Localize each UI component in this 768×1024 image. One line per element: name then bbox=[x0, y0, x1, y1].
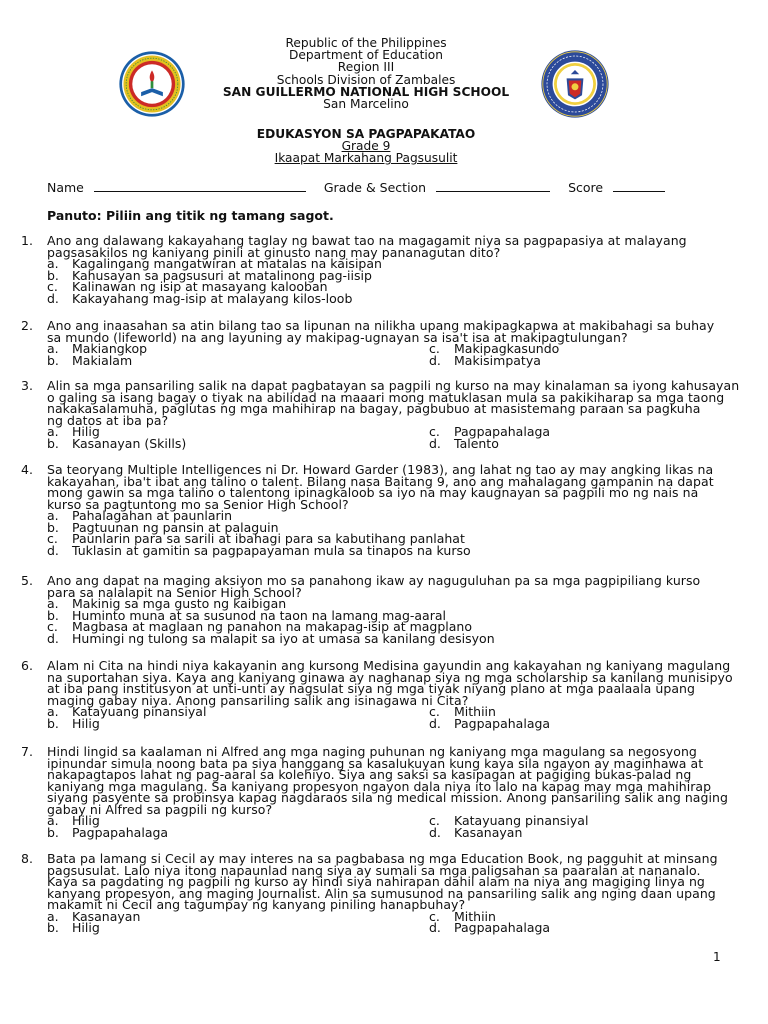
question-stem bbox=[47, 235, 733, 258]
option-text: Katayuang pinansiyal bbox=[454, 813, 589, 828]
answer-option[interactable] bbox=[47, 630, 495, 646]
option-letter: a. bbox=[47, 908, 59, 924]
question-stem-line: nakapagtapos lahat ng pag-aaral sa kolehiyo. Siya ang saksi sa kasipagan at pagiging bukas-palad ng bbox=[47, 767, 692, 782]
letterhead-country: Republic of the Philippines bbox=[285, 36, 447, 50]
question-number: 3. bbox=[21, 378, 33, 393]
option-letter: a. bbox=[47, 704, 59, 719]
option-text: Kasanayan bbox=[72, 908, 141, 924]
answer-option[interactable] bbox=[47, 824, 169, 840]
question-stem-line: Ano ang dalawang kakayahang taglay ng bawat tao na magagamit niya sa pagpapasiya at malayang bbox=[47, 233, 687, 248]
option-text: Pagpapahalaga bbox=[72, 824, 169, 840]
question-stem-line: Ano ang dapat na maging aksiyon mo sa panahong ikaw ay naguguluhan pa sa mga pagpipiliang kurso bbox=[47, 573, 701, 588]
question-stem-line: Bata pa lamang si Cecil ay may interes na sa pagbabasa ng mga Education Book, ng pagguhit at minsang bbox=[47, 851, 718, 866]
grade-section-label: Grade & Section bbox=[323, 180, 427, 195]
option-row bbox=[47, 908, 733, 924]
option-row bbox=[47, 715, 733, 731]
answer-option[interactable] bbox=[429, 824, 523, 840]
option-row bbox=[47, 630, 733, 646]
option-row bbox=[47, 352, 733, 368]
question-stem-line: Alin sa mga pansariling salik na dapat pagbatayan sa pagpili ng kurso na may kinalaman sa iyong kahusayan bbox=[47, 378, 740, 393]
option-text: Paunlarin para sa sarili at ibahagi para sa kabutihang panlahat bbox=[72, 531, 465, 546]
question-number: 1. bbox=[21, 233, 33, 248]
question-stem-line: kurso sa pagtuntong mo sa Senior High School? bbox=[47, 496, 349, 512]
option-row bbox=[47, 290, 733, 306]
question-stem-line: pagsasakilos ng kaniyang pinili at ginusto nang may pananagutan dito? bbox=[47, 244, 501, 260]
question-7 bbox=[21, 746, 733, 838]
option-letter: b. bbox=[47, 267, 59, 283]
option-text: Talento bbox=[454, 435, 499, 451]
option-text: Kahusayan sa pagsusuri at matalinong pag-iisip bbox=[72, 267, 372, 283]
option-text: Kagalingang mangatwiran at matalas na kaisipan bbox=[72, 256, 382, 271]
option-letter: a. bbox=[47, 341, 59, 356]
option-letter: c. bbox=[47, 619, 58, 634]
answer-options bbox=[47, 908, 733, 935]
option-text: Makiangkop bbox=[72, 341, 148, 356]
answer-option[interactable] bbox=[47, 715, 100, 731]
grade-section-blank[interactable] bbox=[436, 180, 550, 192]
question-stem-line: kaniyang mga magulang. Sa kaniyang propesyon ngayon dala niya ito lalo na kapag may mga mahihirap bbox=[47, 778, 712, 794]
name-label: Name bbox=[47, 180, 84, 195]
question-number: 2. bbox=[21, 318, 33, 333]
letterhead bbox=[0, 37, 732, 110]
option-text: Mithiin bbox=[454, 704, 496, 719]
question-stem-line: mong gawin sa mga talino o talentong ipinagkaloob sa iyo na may kaugnayan sa pagpili mo ng nais na bbox=[47, 485, 699, 500]
option-text: Pagpapahalaga bbox=[454, 920, 551, 935]
question-stem-line: siyang pasyente sa probinsya kapag nagdaraos sila ng medical mission. Anong pansariling salik ang naging bbox=[47, 790, 728, 805]
option-letter: a. bbox=[47, 424, 59, 439]
question-number: 4. bbox=[21, 462, 33, 477]
question-stem bbox=[47, 660, 733, 706]
student-info-row bbox=[47, 180, 665, 195]
option-text: Kasanayan (Skills) bbox=[72, 435, 187, 451]
option-text: Hilig bbox=[72, 715, 100, 731]
question-stem-line: o galing sa isang bagay o tiyak na abilidad na maaari mong matuklasan mula sa pakikiharap sa mga taong bbox=[47, 389, 725, 405]
question-stem-line: kakayahan, iba't ibat ang talino o talent. Bilang nasa Baitang 9, ano ang mahalagang gampanin na dapat bbox=[47, 473, 714, 489]
option-row bbox=[47, 824, 733, 840]
option-text: Kasanayan bbox=[454, 824, 523, 840]
answer-options bbox=[47, 258, 733, 304]
option-letter: c. bbox=[47, 531, 58, 546]
question-1 bbox=[21, 235, 733, 304]
option-letter: a. bbox=[47, 256, 59, 271]
question-stem-line: Ano ang inaasahan sa atin bilang tao sa lipunan na nilikha upang makipagkapwa at makibahagi sa buhay bbox=[47, 318, 715, 333]
option-letter: d. bbox=[429, 435, 441, 451]
option-letter: d. bbox=[429, 920, 441, 935]
option-letter: d. bbox=[47, 542, 59, 558]
name-blank[interactable] bbox=[94, 180, 306, 192]
letterhead-school: SAN GUILLERMO NATIONAL HIGH SCHOOL bbox=[222, 84, 510, 99]
question-stem bbox=[47, 853, 733, 911]
question-stem-line: nakakasalamuha, paglutas ng mga mahihirap na bagay, pagbubuo at masistemang paraan sa pagkuha bbox=[47, 401, 701, 416]
answer-option[interactable] bbox=[47, 706, 206, 718]
exam-grade: Grade 9 bbox=[341, 139, 391, 154]
exam-title-block bbox=[0, 128, 732, 165]
option-letter: a. bbox=[47, 508, 59, 523]
question-stem-line: Alam ni Cita na hindi niya kakayanin ang kursong Medisina gayundin ang kakayahan ng kaniyang magulang bbox=[47, 658, 731, 673]
question-number: 8. bbox=[21, 851, 33, 866]
answer-options bbox=[47, 343, 733, 366]
exam-subject: EDUKASYON SA PAGPAPAKATAO bbox=[256, 127, 476, 141]
question-number: 5. bbox=[21, 573, 33, 588]
answer-option[interactable] bbox=[429, 435, 499, 451]
option-letter: c. bbox=[47, 279, 58, 294]
question-stem-line: Hindi lingid sa kaalaman ni Alfred ang mga naging puhunan ng kaniyang mga magulang sa negosyong bbox=[47, 744, 697, 759]
answer-option[interactable] bbox=[47, 922, 100, 934]
answer-option[interactable] bbox=[429, 715, 551, 731]
option-letter: c. bbox=[429, 813, 440, 828]
option-letter: a. bbox=[47, 813, 59, 828]
option-letter: b. bbox=[47, 920, 59, 935]
page-number: 1 bbox=[713, 950, 721, 964]
letterhead-town: San Marcelino bbox=[323, 97, 409, 112]
option-text: Mithiin bbox=[454, 908, 496, 924]
question-number: 7. bbox=[21, 744, 33, 759]
question-stem bbox=[47, 746, 733, 815]
question-stem-line: kanyang propesyon, ang maging Journalist. Alin sa sumusunod na pansariling salik ang nging daan upang bbox=[47, 885, 716, 901]
question-stem bbox=[47, 378, 740, 428]
option-letter: b. bbox=[47, 824, 59, 840]
option-letter: b. bbox=[47, 715, 59, 731]
question-6 bbox=[21, 660, 733, 729]
question-4 bbox=[21, 464, 733, 556]
answer-option[interactable] bbox=[47, 352, 133, 368]
question-stem bbox=[47, 320, 733, 343]
exam-name: Ikaapat Markahang Pagsusulit bbox=[274, 151, 458, 166]
question-stem-line: na suportahan siya. Kaya ang kaniyang ginawa ay naghanap siya ng mga scholarship sa kanilang munisipyo bbox=[47, 669, 733, 685]
option-text: Katayuang pinansiyal bbox=[72, 704, 207, 719]
option-letter: b. bbox=[47, 519, 59, 535]
option-letter: c. bbox=[429, 341, 440, 356]
answer-options bbox=[47, 598, 733, 644]
option-letter: c. bbox=[429, 424, 440, 439]
answer-option[interactable] bbox=[47, 542, 471, 558]
answer-option[interactable] bbox=[47, 435, 187, 451]
option-text: Humingi ng tulong sa malapit sa iyo at umasa sa kanilang desisyon bbox=[72, 630, 495, 646]
answer-option[interactable] bbox=[47, 290, 353, 306]
option-letter: d. bbox=[429, 824, 441, 840]
option-letter: d. bbox=[429, 352, 441, 368]
option-row bbox=[47, 435, 733, 451]
option-text: Huminto muna at sa susunod na taon na lamang mag-aaral bbox=[72, 607, 446, 623]
question-stem-line: at iba pang institusyon at unti-unti ay nagsulat siya ng mga tiyak niyang plano at mga paalaala upang bbox=[47, 681, 695, 696]
option-row bbox=[47, 343, 733, 355]
score-blank[interactable] bbox=[613, 180, 665, 192]
question-stem bbox=[47, 575, 733, 598]
option-text: Hilig bbox=[72, 920, 100, 935]
option-text: Makisimpatya bbox=[454, 352, 541, 368]
question-stem-line: maging gabay niya. Anong pansariling salik ang isinagawa ni Cita? bbox=[47, 692, 469, 708]
option-row bbox=[47, 706, 733, 718]
option-letter: c. bbox=[429, 908, 440, 924]
question-3 bbox=[21, 378, 740, 451]
question-stem-line: sa mundo (lifeworld) na ang layuning ay makipag-ugnayan sa isa't isa at makipagtulungan? bbox=[47, 329, 628, 345]
question-stem bbox=[47, 464, 733, 510]
option-letter: b. bbox=[47, 607, 59, 623]
option-text: Hilig bbox=[72, 813, 100, 828]
option-text: Magbasa at maglaan ng panahon na makapag-isip at magplano bbox=[72, 619, 473, 634]
option-text: Kalinawan ng isip at masayang kalooban bbox=[72, 279, 328, 294]
letterhead-region: Region III bbox=[337, 60, 395, 75]
option-text: Hilig bbox=[72, 424, 100, 439]
option-text: Makialam bbox=[72, 352, 133, 368]
question-2 bbox=[21, 320, 733, 366]
letterhead-department: Department of Education bbox=[289, 48, 443, 63]
option-text: Makinig sa mga gusto ng kaibigan bbox=[72, 596, 287, 611]
option-row bbox=[47, 922, 733, 934]
answer-option[interactable] bbox=[429, 352, 541, 368]
question-stem-line: ng datos at iba pa? bbox=[47, 412, 169, 428]
question-stem-line: ipinundar simula noong bata pa siya hanggang sa kasalukuyan kung kaya sila ngayon ay maginhawa at bbox=[47, 755, 704, 771]
question-8 bbox=[21, 853, 733, 934]
option-letter: c. bbox=[429, 704, 440, 719]
question-stem-line: Kaya sa pagdating ng pagpili ng kurso ay hindi siya nahirapan dahil alam na niya ang magiging linya ng bbox=[47, 874, 705, 889]
option-letter: d. bbox=[47, 630, 59, 646]
option-text: Makipagkasundo bbox=[454, 341, 560, 356]
option-text: Pagtuunan ng pansin at palaguin bbox=[72, 519, 279, 535]
answer-options bbox=[47, 510, 733, 556]
option-text: Tuklasin at gamitin sa pagpapayaman mula sa tinapos na kurso bbox=[72, 542, 471, 558]
question-stem-line: Sa teoryang Multiple Intelligences ni Dr. Howard Garder (1983), ang lahat ng tao ay may angking likas na bbox=[47, 462, 714, 477]
score-label: Score bbox=[568, 180, 604, 195]
option-text: Pagpapahalaga bbox=[454, 424, 551, 439]
option-letter: a. bbox=[47, 596, 59, 611]
question-stem-line: pagsusulat. Lalo niya itong napaunlad nang siya ay sumali sa mga paligsahan sa paaralan at nananalo. bbox=[47, 862, 701, 878]
directions: Panuto: Piliin ang titik ng tamang sagot. bbox=[47, 208, 334, 223]
answer-option[interactable] bbox=[429, 922, 550, 934]
answer-options bbox=[47, 426, 733, 449]
question-stem-line: makamit ni Cecil ang tagumpay ng kanyang piniling hanapbuhay? bbox=[47, 897, 466, 912]
answer-options bbox=[47, 815, 733, 838]
option-letter: d. bbox=[47, 290, 59, 306]
question-stem-line: para sa nalalapit na Senior High School? bbox=[47, 584, 302, 600]
letterhead-division: Schools Division of Zambales bbox=[276, 72, 456, 87]
option-letter: b. bbox=[47, 352, 59, 368]
answer-options bbox=[47, 706, 733, 729]
option-letter: d. bbox=[429, 715, 441, 731]
question-stem-line: gabay ni Alfred sa pagpili ng kurso? bbox=[47, 801, 273, 817]
option-letter: b. bbox=[47, 435, 59, 451]
question-number: 6. bbox=[21, 658, 33, 673]
option-text: Pahalagahan at paunlarin bbox=[72, 508, 233, 523]
question-5 bbox=[21, 575, 733, 644]
option-text: Pagpapahalaga bbox=[454, 715, 551, 731]
option-row bbox=[47, 542, 733, 558]
option-text: Kakayahang mag-isip at malayang kilos-loob bbox=[72, 290, 353, 306]
